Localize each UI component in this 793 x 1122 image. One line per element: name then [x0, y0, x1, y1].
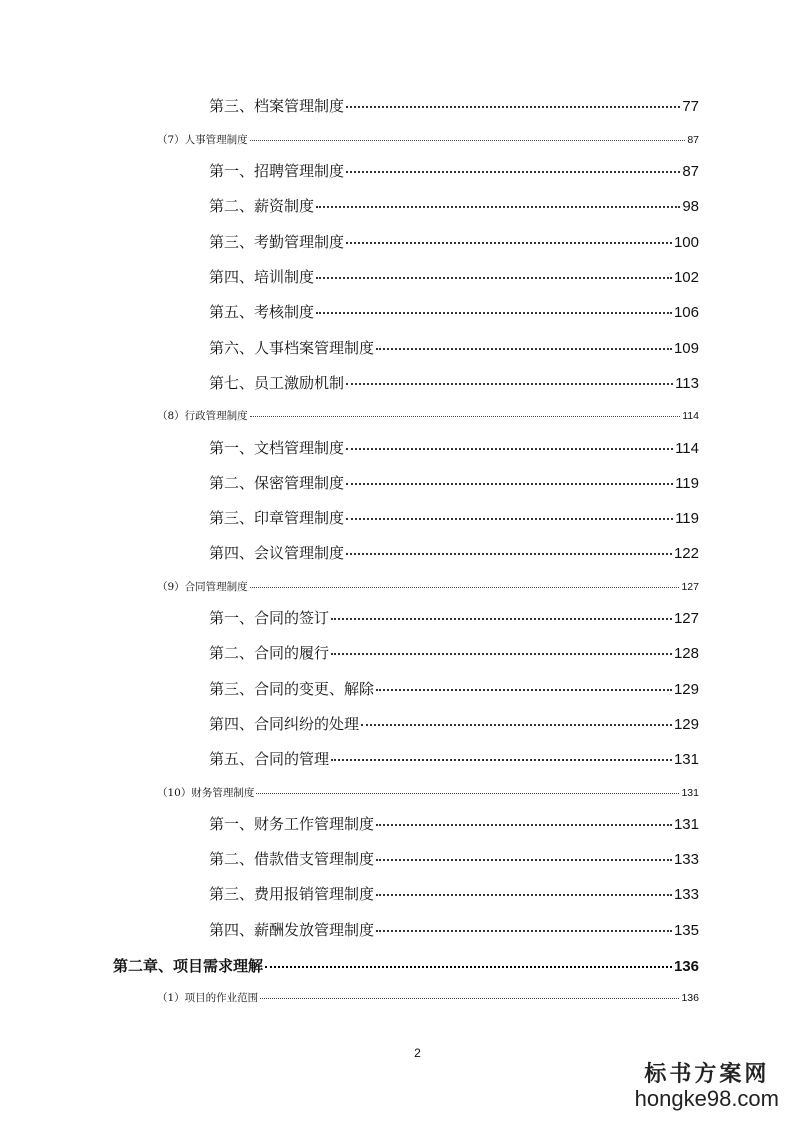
toc-entry[interactable] — [209, 507, 699, 528]
toc-entry[interactable] — [157, 785, 699, 800]
toc-entry-page: 100 — [673, 234, 699, 251]
dot-leader — [346, 448, 673, 450]
toc-entry-label: （10）财务管理制度 — [157, 787, 255, 799]
toc-entry-label: 第五、合同的管理 — [209, 750, 330, 768]
toc-entry[interactable] — [209, 678, 699, 699]
toc-entry-label: 第三、费用报销管理制度 — [209, 885, 375, 903]
toc-entry-label: 第三、考勤管理制度 — [209, 233, 345, 251]
toc-entry-label: 第四、培训制度 — [209, 268, 315, 286]
dot-leader — [376, 348, 672, 350]
toc-entry-page: 129 — [673, 716, 699, 733]
toc-entry-page: 131 — [681, 787, 699, 799]
dot-leader — [346, 171, 680, 173]
dot-leader — [346, 383, 673, 385]
toc-entry-page: 127 — [681, 581, 699, 593]
dot-leader — [376, 930, 672, 932]
toc-entry[interactable] — [209, 301, 699, 322]
toc-entry-label: 第一、财务工作管理制度 — [209, 815, 375, 833]
toc-entry[interactable] — [209, 472, 699, 493]
toc-entry-page: 131 — [673, 751, 699, 768]
dot-leader — [256, 793, 679, 794]
toc-entry[interactable] — [209, 337, 699, 358]
toc-entry-page: 114 — [682, 410, 699, 422]
toc-entry-page: 136 — [681, 992, 699, 1004]
dot-leader — [361, 724, 672, 726]
watermark-logo — [635, 1057, 779, 1112]
dot-leader — [346, 242, 672, 244]
toc-entry-label: 第一、文档管理制度 — [209, 439, 345, 457]
toc-entry-label: 第三、合同的变更、解除 — [209, 680, 375, 698]
toc-entry-label: 第一、招聘管理制度 — [209, 162, 345, 180]
toc-entry[interactable] — [209, 642, 699, 663]
dot-leader — [250, 140, 686, 141]
toc-entry-label: （1）项目的作业范围 — [157, 992, 259, 1004]
toc-entry-label: 第三、档案管理制度 — [209, 97, 345, 115]
toc-entry-page: 87 — [687, 134, 699, 146]
toc-entry-label: （7）人事管理制度 — [157, 134, 248, 146]
toc-entry-label: 第四、薪酬发放管理制度 — [209, 921, 375, 939]
toc-entry-page: 136 — [673, 958, 699, 975]
toc-entry-page: 109 — [673, 340, 699, 357]
toc-entry-label: 第二、借款借支管理制度 — [209, 850, 375, 868]
toc-entry-label: 第七、员工激励机制 — [209, 374, 345, 392]
page-number: 2 — [414, 1046, 421, 1060]
toc-entry[interactable] — [209, 919, 699, 940]
toc-entry-page: 133 — [673, 851, 699, 868]
toc-entry-label: 第一、合同的签订 — [209, 609, 330, 627]
toc-entry-label: 第六、人事档案管理制度 — [209, 339, 375, 357]
toc-entry[interactable] — [209, 542, 699, 563]
toc-entry-page: 119 — [675, 510, 699, 527]
toc-entry[interactable] — [209, 160, 699, 181]
toc-entry[interactable] — [209, 748, 699, 769]
toc-entry[interactable] — [209, 231, 699, 252]
toc-entry[interactable] — [209, 372, 699, 393]
dot-leader — [331, 618, 672, 620]
toc-entry-page: 87 — [682, 163, 699, 180]
dot-leader — [250, 416, 681, 417]
dot-leader — [250, 587, 680, 588]
toc-entry[interactable] — [209, 266, 699, 287]
dot-leader — [376, 824, 672, 826]
dot-leader — [316, 312, 672, 314]
watermark-en: hongke98.com — [634, 1086, 779, 1111]
toc-entry-label: （9）合同管理制度 — [157, 581, 248, 593]
dot-leader — [260, 998, 679, 999]
dot-leader — [331, 653, 672, 655]
dot-leader — [346, 553, 672, 555]
toc-entry-label: 第二、薪资制度 — [209, 197, 315, 215]
toc-entry-label: （8）行政管理制度 — [157, 410, 248, 422]
toc-entry[interactable] — [209, 195, 699, 216]
toc-entry-chapter[interactable] — [113, 955, 699, 976]
toc-entry[interactable] — [209, 848, 699, 869]
toc-entry[interactable] — [209, 813, 699, 834]
dot-leader — [376, 689, 672, 691]
toc-entry-page: 114 — [675, 440, 699, 457]
toc-entry[interactable] — [209, 607, 699, 628]
dot-leader — [316, 277, 672, 279]
toc-entry-page: 131 — [673, 816, 699, 833]
toc-entry[interactable] — [157, 408, 699, 423]
toc-entry-label: 第五、考核制度 — [209, 303, 315, 321]
toc-entry-page: 119 — [675, 475, 699, 492]
toc-entry[interactable] — [157, 579, 699, 594]
watermark-cn: 标书方案网 — [644, 1061, 770, 1087]
toc-entry-page: 106 — [673, 304, 699, 321]
toc-entry-page: 133 — [673, 886, 699, 903]
toc-entry-page: 102 — [673, 269, 699, 286]
dot-leader — [376, 894, 672, 896]
toc-entry-page: 127 — [673, 610, 699, 627]
toc-entry-label: 第二章、项目需求理解 — [113, 957, 264, 975]
toc-entry[interactable] — [209, 883, 699, 904]
toc-entry-page: 135 — [673, 922, 699, 939]
toc-entry-label: 第二、保密管理制度 — [209, 474, 345, 492]
toc-entry-label: 第二、合同的履行 — [209, 644, 330, 662]
toc-entry-label: 第四、会议管理制度 — [209, 544, 345, 562]
toc-entry-label: 第三、印章管理制度 — [209, 509, 345, 527]
dot-leader — [316, 206, 680, 208]
toc-entry-label: 第四、合同纠纷的处理 — [209, 715, 360, 733]
dot-leader — [346, 483, 673, 485]
dot-leader — [376, 859, 672, 861]
toc-entry-page: 128 — [673, 645, 699, 662]
toc-entry[interactable] — [157, 132, 699, 147]
toc-entry-page: 98 — [682, 198, 699, 215]
dot-leader — [346, 518, 673, 520]
dot-leader — [331, 759, 672, 761]
toc-entry-page: 77 — [682, 98, 699, 115]
toc-entry[interactable] — [157, 990, 699, 1005]
toc-entry-page: 113 — [675, 375, 699, 392]
toc-entry[interactable] — [209, 437, 699, 458]
toc-entry-page: 129 — [673, 681, 699, 698]
dot-leader — [346, 106, 680, 108]
dot-leader — [265, 966, 672, 968]
toc-entry[interactable] — [209, 713, 699, 734]
toc-entry[interactable] — [209, 95, 699, 116]
toc-entry-page: 122 — [673, 545, 699, 562]
